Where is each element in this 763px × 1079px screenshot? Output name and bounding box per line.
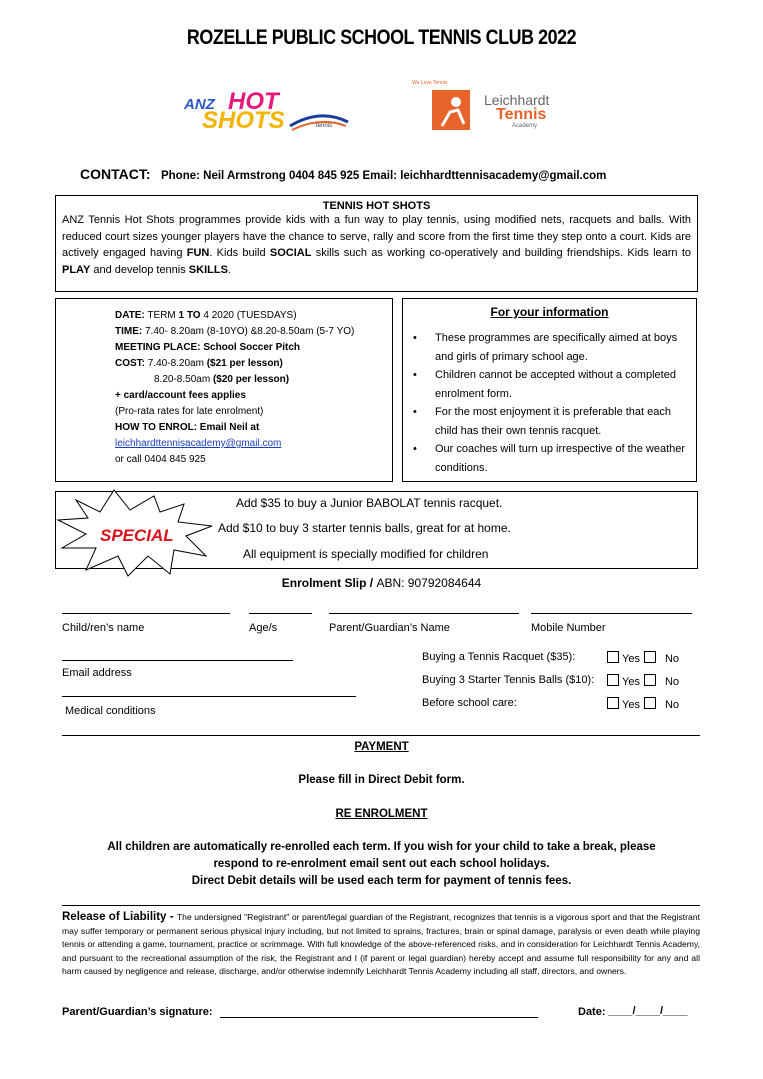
hotshots-skills: SKILLS [188,263,228,276]
date-to: TO [184,310,204,321]
bullet-dot-icon: • [413,332,417,344]
bullet-dot-icon: • [413,369,417,381]
leichhardt-logo-mark [412,80,482,132]
hotshots-logo-anz: ANZ [184,96,215,113]
bullet-dot-icon: • [413,406,417,418]
age-field[interactable] [249,613,312,614]
hotshots-social: SOCIAL [269,247,312,259]
email-field[interactable] [62,660,293,661]
info-bullet-text: These programmes are specifically aimed at boys and girls of primary school age. [435,332,678,363]
parent-name-field[interactable] [329,613,519,614]
reenrol-heading: RE ENROLMENT [335,808,428,820]
date-pre: TERM [144,310,179,321]
no-label: No [664,653,680,665]
info-heading: For your information [490,305,609,319]
details-box [55,298,393,482]
date-rest: 4 2020 (TUESDAYS) [203,310,297,321]
detail-enrol: HOW TO ENROL: Email Neil at [115,422,260,433]
hotshots-logo-shots: SHOTS [202,107,285,134]
yes-checkbox[interactable] [607,674,619,686]
info-bullet-4 [413,440,686,477]
hotshots-text-2: . Kids build [209,247,270,259]
release-of-liability [62,911,700,979]
leichhardt-logo-name3: Academy [512,123,538,129]
hotshots-text-4: and develop tennis [90,263,189,276]
age-label: Age/s [249,622,278,634]
special-line-3: All equipment is specially modified for children [243,547,489,561]
cost2-time: 8.20-8.50am [154,374,213,385]
reenrol-line-3: Direct Debit details will be used each term for payment of tennis fees. [191,875,572,887]
leichhardt-logo [412,80,587,132]
hotshots-heading: TENNIS HOT SHOTS [322,200,431,212]
cost1-time: 7.40-8.20am [145,358,207,369]
detail-date [115,308,392,324]
enrol-email-link[interactable]: leichhardttennisacademy@gmail.com [115,438,282,449]
reenrol-line-1: All children are automatically re-enrolled each term. If you wish for your child to take a break, please [107,841,656,853]
hotshots-fun: FUN [186,247,210,259]
option-before-school-choices [605,697,679,711]
leichhardt-logo-name1: Leichhardt [484,92,550,108]
option-before-school [422,697,692,709]
special-line-1: Add $35 to buy a Junior BABOLAT tennis racquet. [236,496,503,510]
bullet-dot-icon: • [413,443,417,455]
leichhardt-logo-name2: Tennis [496,106,547,123]
hotshots-box [55,195,698,292]
yes-label: Yes [622,653,640,665]
release-heading: Release of Liability - [62,911,177,923]
contact-line [80,166,720,184]
contact-label: CONTACT: [80,166,151,182]
date-label: DATE: [115,310,145,321]
detail-cost-1 [115,356,392,372]
info-box [402,298,697,482]
cost1-price: ($21 per lesson) [206,358,283,369]
info-bullet-3 [413,403,686,440]
detail-call: or call 0404 845 925 [115,454,206,465]
time-value: 7.40- 8.20am (8-10YO) &8.20-8.50am (5-7 YO) [142,326,355,337]
contact-details: Phone: Neil Armstrong 0404 845 925 Email: leichhardttennisacademy@gmail.com [160,170,607,182]
hotshots-text-1: ANZ Tennis Hot Shots programmes provide kids with a fun way to play tennis, using modified nets, racquets and balls. With reduced court sizes younger players have the chance to serve, rally and score from the first time they step onto a court. Kids are actively engaged having [62,214,691,259]
option-balls-choices [605,674,679,688]
hotshots-paragraph [62,212,691,278]
email-label: Email address [62,667,132,679]
yes-checkbox[interactable] [607,651,619,663]
signature-field[interactable] [220,1017,538,1018]
hotshots-play: PLAY [62,263,91,276]
info-bullet-text: For the most enjoyment it is preferable that each child has their own tennis racquet. [435,406,672,437]
slip-title: Enrolment Slip / [281,576,377,590]
option-balls [422,674,692,686]
hotshots-logo-hot: HOT [228,88,279,115]
detail-place: MEETING PLACE: School Soccer Pitch [115,342,301,353]
detail-cost-2 [115,372,392,388]
release-text: The undersigned "Registrant" or parent/legal guardian of the Registrant, recognizes that tennis is a vigorous sport and that the Registrant may suffer temporary or permanent serious physical injury including, but not limited to sprains, fractures, brain or spinal damage, paralysis or even death while playing tennis or attending a game, tournament, practice or scrimmage. With full knowledge of the above-referenced risks, and in consideration for Leichhardt Tennis Academy, and pursuant to the recreational assumption of the risk, the Registrant and I (if parent or legal guardian) hereby accept and assume full responsibility for any and all harm caused by negligence and release, discharge, and/or otherwise indemnify Leichhardt Tennis Academy including all staff, directors, and owners. [62,912,700,976]
hotshots-text-5: . [227,263,231,276]
option-before-school-label: Before school care: [422,697,517,709]
divider [62,735,700,736]
option-balls-label: Buying 3 Starter Tennis Balls ($10): [422,674,595,686]
detail-fees: + card/account fees applies [115,390,246,401]
child-name-label: Child/ren’s name [62,622,145,634]
hotshots-logo [180,88,350,136]
mobile-field[interactable] [531,613,692,614]
page-title: ROZELLE PUBLIC SCHOOL TENNIS CLUB 2022 [186,26,577,49]
date-label: Date: [578,1006,606,1018]
child-name-field[interactable] [62,613,230,614]
reenrol-line-2: respond to re-enrolment email sent out each school holidays. [213,858,550,870]
medical-label: Medical conditions [65,705,156,717]
detail-time [115,324,392,340]
payment-heading: PAYMENT [354,741,409,753]
detail-prorata: (Pro-rata rates for late enrolment) [115,406,264,417]
mobile-label: Mobile Number [531,622,606,634]
divider [62,905,700,906]
special-badge: SPECIAL [100,526,174,545]
info-bullet-text: Our coaches will turn up irrespective of the weather conditions. [435,443,686,474]
slip-abn: ABN: 90792084644 [376,576,482,590]
medical-field[interactable] [62,696,356,697]
yes-label: Yes [622,699,640,711]
yes-label: Yes [622,676,640,688]
date-term1: 1 [178,310,185,321]
option-racquet-choices [605,651,679,665]
no-checkbox[interactable] [644,651,656,663]
payment-text: Please fill in Direct Debit form. [298,774,465,786]
special-line-2: Add $10 to buy 3 starter tennis balls, great for at home. [218,521,511,535]
no-checkbox[interactable] [644,697,656,709]
no-label: No [664,676,680,688]
yes-checkbox[interactable] [607,697,619,709]
leichhardt-logo-arc: We Love Tennis [412,80,448,86]
hotshots-logo-sub: tennis [316,123,333,129]
option-racquet [422,651,692,663]
option-racquet-label: Buying a Tennis Racquet ($35): [422,651,576,663]
info-bullet-1 [413,329,686,366]
signature-label: Parent/Guardian’s signature: [62,1006,213,1018]
enrolment-slip-heading [0,576,763,590]
info-bullet-text: Children cannot be accepted without a completed enrolment form. [435,369,676,400]
no-checkbox[interactable] [644,674,656,686]
hotshots-text-3: skills such as working co-operatively and building friendships. Kids learn to [311,247,691,259]
detail-email-row [115,436,392,452]
no-label: No [664,699,680,711]
time-label: TIME: [115,326,143,337]
date-field[interactable]: ____/____/____ [608,1005,688,1017]
info-bullet-2 [413,366,686,403]
parent-name-label: Parent/Guardian’s Name [329,622,450,634]
cost2-price: ($20 per lesson) [212,374,290,385]
cost-label: COST: [115,358,145,369]
